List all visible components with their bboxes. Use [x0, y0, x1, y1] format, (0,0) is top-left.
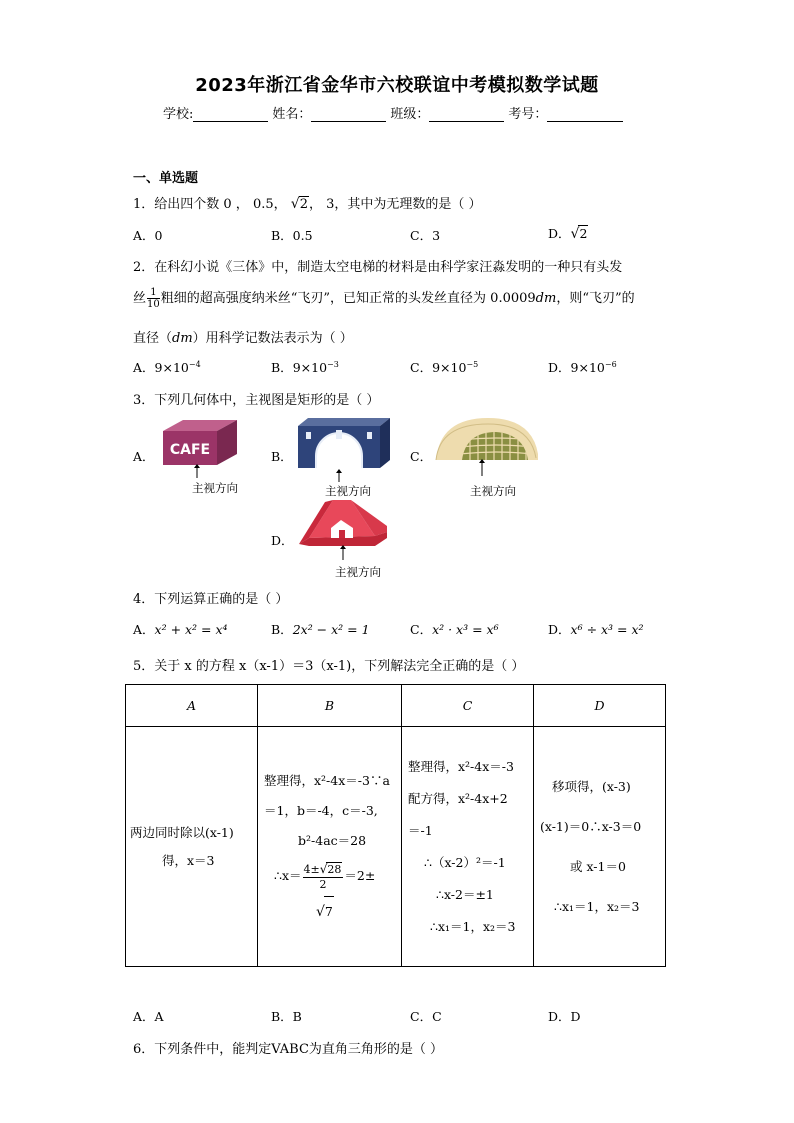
- table-row: [126, 727, 666, 967]
- cell-b: [258, 727, 402, 967]
- q2-line2-prefix: 丝: [133, 291, 147, 306]
- q1-stem-mid: ， 3，其中为无理数的是（ ）: [308, 197, 482, 212]
- option-base: 9×10: [154, 360, 189, 375]
- option-expr: x² · x³ = x⁶: [432, 622, 499, 637]
- q2-option-b[interactable]: [271, 358, 339, 376]
- exam-no-label: 考号：: [508, 107, 548, 122]
- cell-line: 两边同时除以(x-1): [130, 824, 234, 840]
- exam-no-blank[interactable]: [547, 107, 623, 122]
- sqrt-symbol: √: [570, 226, 580, 242]
- dome-figure: [432, 414, 542, 494]
- fraction-one-tenth: [147, 287, 160, 310]
- cell-line: 配方得，x²-4x+2＝-1: [408, 790, 508, 838]
- option-label: A．: [133, 360, 155, 375]
- q3-caption-c: 主视方向: [470, 484, 516, 498]
- header-a: A: [126, 685, 258, 727]
- cell-line: ∴x₁＝1，x₂＝3: [554, 898, 640, 914]
- house-figure: [295, 498, 395, 566]
- option-base: 9×10: [292, 360, 328, 375]
- q2-option-c[interactable]: [410, 358, 478, 376]
- header-c: C: [402, 685, 534, 727]
- frac-numerator: [303, 862, 344, 878]
- q2-unit-2: dm: [172, 331, 193, 346]
- radicand: 7: [324, 896, 334, 927]
- cell-a: [126, 727, 258, 967]
- q1-option-a[interactable]: A．0: [133, 228, 163, 243]
- option-label: D．: [548, 360, 571, 375]
- frac-num-text: 4±: [303, 862, 320, 876]
- q3-caption-b: 主视方向: [325, 484, 371, 498]
- info-line: [163, 103, 623, 122]
- q2-option-d[interactable]: [548, 358, 617, 376]
- q3-option-c[interactable]: C．: [410, 449, 433, 464]
- q2-line3-prefix: 直径（: [133, 331, 173, 346]
- q2-option-a[interactable]: [133, 358, 201, 376]
- option-base: 9×10: [570, 360, 605, 375]
- option-expr: x² + x² = x⁴: [154, 622, 228, 637]
- q5-option-d[interactable]: D．D: [548, 1009, 581, 1024]
- q5-stem: 5．关于 x 的方程 x（x-1）＝3（x-1)，下列解法完全正确的是（ ）: [133, 659, 525, 674]
- class-label: 班级：: [390, 107, 430, 122]
- sqrt-symbol: √: [290, 196, 300, 212]
- cell-d: [534, 727, 666, 967]
- cell-line: ∴x₁＝1，x₂＝3: [430, 918, 516, 934]
- q5-table: [125, 684, 666, 967]
- option-expr: 2x² − x² = 1: [292, 622, 370, 637]
- q1-option-b[interactable]: B．0.5: [271, 228, 313, 243]
- option-exp: −5: [466, 359, 479, 369]
- q1-option-c[interactable]: C．3: [410, 228, 441, 243]
- q2-line3: [133, 327, 353, 346]
- option-exp: −6: [604, 359, 617, 369]
- option-exp: −4: [188, 359, 201, 369]
- q1-stem-prefix: 1．给出四个数 0 ， 0.5，: [133, 197, 287, 212]
- option-label: A．: [133, 622, 155, 637]
- q3-caption-a: 主视方向: [192, 481, 238, 495]
- sqrt-symbol: √: [316, 904, 325, 920]
- q1-option-d[interactable]: [548, 224, 588, 242]
- q5-option-c[interactable]: C．C: [410, 1009, 442, 1024]
- cell-line: 整理得，x²-4x＝-3: [408, 758, 514, 774]
- radicand: 28: [327, 862, 342, 876]
- name-label: 姓名：: [272, 107, 312, 122]
- frac-numerator: 1: [147, 287, 160, 299]
- cell-line: b²-4ac＝28: [298, 833, 367, 848]
- cell-c-content: [402, 751, 533, 943]
- q4-option-c[interactable]: [410, 620, 499, 638]
- q2-line2-suffix: ，则“飞刃”的: [556, 291, 635, 306]
- q4-stem: 4．下列运算正确的是（ ）: [133, 592, 289, 607]
- q1-option-d-radicand: 2: [579, 226, 588, 241]
- q6-stem: 6．下列条件中，能判定VABC为直角三角形的是（ ）: [133, 1042, 444, 1057]
- q1-stem: [133, 193, 482, 212]
- frac-denominator: 2: [319, 877, 327, 891]
- school-blank[interactable]: [193, 107, 268, 122]
- q4-option-a[interactable]: [133, 620, 228, 638]
- header-d: D: [534, 685, 666, 727]
- page-title: 2023年浙江省金华市六校联谊中考模拟数学试题: [195, 75, 599, 96]
- cell-text: ＝2±: [344, 868, 376, 883]
- option-label: C．: [410, 622, 433, 637]
- cell-d-content: [534, 767, 665, 927]
- root-fraction: [303, 862, 344, 892]
- cell-line: 或 x-1＝0: [570, 858, 626, 874]
- q2-unit: dm: [535, 291, 557, 306]
- school-label: 学校:: [163, 107, 194, 122]
- frac-denominator: 10: [147, 299, 160, 310]
- q3-option-d[interactable]: D．: [271, 533, 294, 548]
- option-label: C．: [410, 360, 433, 375]
- cell-line: (x-1)＝0∴x-3＝0: [540, 818, 642, 834]
- q5-option-a[interactable]: A．A: [133, 1009, 164, 1024]
- section-title: 一、单选题: [133, 171, 199, 186]
- option-exp: −3: [327, 359, 339, 369]
- q3-option-b[interactable]: B．: [271, 449, 293, 464]
- q4-option-b[interactable]: [271, 620, 370, 638]
- class-blank[interactable]: [429, 107, 504, 122]
- option-label: B．: [271, 622, 293, 637]
- table-header-row: [126, 685, 666, 727]
- q1-radicand: 2: [299, 197, 308, 212]
- option-label: B．: [271, 360, 293, 375]
- option-base: 9×10: [432, 360, 467, 375]
- cell-line: [264, 896, 395, 927]
- option-label: D．: [548, 622, 571, 637]
- q2-line2-mid: 粗细的超高强度纳米丝“飞刃”，已知正常的头发丝直径为 0.0009: [160, 291, 536, 306]
- q2-line2: [133, 287, 635, 310]
- q2-line3-suffix: ）用科学记数法表示为（ ）: [192, 331, 353, 346]
- q3-caption-d: 主视方向: [335, 565, 381, 579]
- cell-line: 移项得，(x-3): [552, 778, 631, 794]
- cell-b-content: [258, 766, 401, 927]
- q1-option-d-label: D．: [548, 226, 571, 241]
- cell-line: 得，x＝3: [162, 852, 215, 868]
- name-blank[interactable]: [311, 107, 386, 122]
- q3-stem: 3．下列几何体中，主视图是矩形的是（ ）: [133, 393, 380, 408]
- header-b: B: [258, 685, 402, 727]
- cell-line: ＝1，b＝-4，c＝-3,: [264, 803, 378, 818]
- cell-c: [402, 727, 534, 967]
- q4-option-d[interactable]: [548, 620, 644, 638]
- cafe-text: CAFE: [169, 442, 211, 458]
- cell-text: ∴x＝: [274, 868, 302, 883]
- cell-line: ∴x-2＝±1: [436, 886, 494, 902]
- q3-option-a[interactable]: A．: [133, 449, 155, 464]
- q5-option-b[interactable]: B．B: [271, 1009, 302, 1024]
- cell-line-fraction: [264, 856, 395, 896]
- cell-line: 整理得，x²-4x＝-3∵a: [264, 773, 390, 788]
- q2-line1: 2．在科幻小说《三体》中，制造太空电梯的材料是由科学家汪淼发明的一种只有头发: [133, 260, 623, 275]
- sqrt-symbol: √: [319, 861, 328, 876]
- cell-line: ∴（x-2）²＝-1: [424, 854, 506, 870]
- cell-a-content: [126, 819, 257, 875]
- option-expr: x⁶ ÷ x³ = x²: [570, 622, 644, 637]
